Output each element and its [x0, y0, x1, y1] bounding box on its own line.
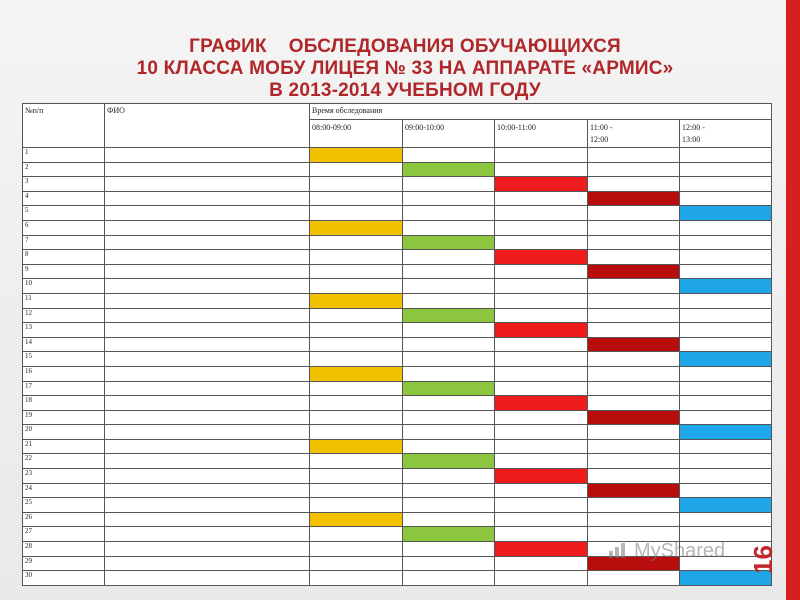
slot-cell: [680, 323, 772, 338]
row-number: 27: [23, 527, 105, 542]
slot-cell: [495, 439, 588, 454]
header-slot-line-1: 09:00-10:00: [405, 123, 445, 132]
row-number: 13: [23, 323, 105, 338]
scheduled-slot-cell: [403, 162, 495, 177]
slot-cell: [310, 323, 403, 338]
slot-cell: [495, 527, 588, 542]
page-title: [60, 36, 750, 102]
slot-cell: [403, 366, 495, 381]
slot-cell: [495, 264, 588, 279]
row-number: 6: [23, 220, 105, 235]
table-row: [23, 352, 772, 367]
row-number: 9: [23, 264, 105, 279]
slot-cell: [680, 439, 772, 454]
scheduled-slot-cell: [495, 177, 588, 192]
page-number: 16: [748, 545, 779, 574]
scheduled-slot-cell: [495, 396, 588, 411]
scheduled-slot-cell: [310, 293, 403, 308]
table-row: [23, 425, 772, 440]
row-name-cell: [105, 264, 310, 279]
row-name-cell: [105, 571, 310, 586]
title-line-3: В 2013-2014 УЧЕБНОМ ГОДУ: [269, 80, 541, 101]
slot-cell: [403, 323, 495, 338]
scheduled-slot-cell: [680, 206, 772, 221]
scheduled-slot-cell: [680, 425, 772, 440]
header-time-group: Время обследования: [310, 104, 772, 120]
slot-cell: [310, 337, 403, 352]
row-number: 14: [23, 337, 105, 352]
slot-cell: [310, 352, 403, 367]
row-number: 4: [23, 191, 105, 206]
slot-cell: [403, 337, 495, 352]
slot-cell: [310, 527, 403, 542]
slot-cell: [680, 308, 772, 323]
row-name-cell: [105, 206, 310, 221]
scheduled-slot-cell: [495, 469, 588, 484]
slot-cell: [680, 469, 772, 484]
slot-cell: [310, 235, 403, 250]
row-name-cell: [105, 469, 310, 484]
slot-cell: [680, 235, 772, 250]
slot-cell: [680, 162, 772, 177]
slot-cell: [495, 293, 588, 308]
row-name-cell: [105, 410, 310, 425]
slot-cell: [403, 425, 495, 440]
slot-cell: [680, 264, 772, 279]
slot-cell: [588, 469, 680, 484]
table-row: [23, 469, 772, 484]
watermark-text: MyShared: [634, 540, 726, 562]
header-slot-line-1: 10:00-11:00: [497, 123, 536, 132]
header-slot-3: [495, 120, 588, 148]
slot-cell: [588, 293, 680, 308]
row-name-cell: [105, 148, 310, 163]
scheduled-slot-cell: [588, 264, 680, 279]
table-row: [23, 454, 772, 469]
slot-cell: [495, 483, 588, 498]
table-row: [23, 177, 772, 192]
scheduled-slot-cell: [403, 235, 495, 250]
slot-cell: [495, 308, 588, 323]
slot-cell: [495, 206, 588, 221]
table-row: [23, 512, 772, 527]
slot-cell: [495, 279, 588, 294]
slot-cell: [680, 366, 772, 381]
row-number: 2: [23, 162, 105, 177]
slot-cell: [680, 512, 772, 527]
slot-cell: [588, 498, 680, 513]
slot-cell: [495, 571, 588, 586]
row-name-cell: [105, 235, 310, 250]
slot-cell: [310, 425, 403, 440]
slot-cell: [680, 250, 772, 265]
row-number: 12: [23, 308, 105, 323]
chart-icon: [608, 541, 630, 559]
table-row: [23, 439, 772, 454]
slot-cell: [680, 483, 772, 498]
slot-cell: [403, 498, 495, 513]
scheduled-slot-cell: [495, 323, 588, 338]
table-row: [23, 235, 772, 250]
row-number: 28: [23, 542, 105, 557]
header-slot-line-1: 11:00 -: [590, 123, 613, 132]
table-row: [23, 206, 772, 221]
slot-cell: [403, 396, 495, 411]
row-number: 10: [23, 279, 105, 294]
slot-cell: [310, 571, 403, 586]
title-line-1: ГРАФИК ОБСЛЕДОВАНИЯ ОБУЧАЮЩИХСЯ: [189, 36, 621, 57]
table-row: [23, 293, 772, 308]
watermark: [608, 540, 725, 563]
scheduled-slot-cell: [310, 220, 403, 235]
row-name-cell: [105, 250, 310, 265]
scheduled-slot-cell: [588, 191, 680, 206]
slot-cell: [403, 191, 495, 206]
slot-cell: [403, 439, 495, 454]
slot-cell: [588, 454, 680, 469]
slot-cell: [310, 162, 403, 177]
table-row: [23, 396, 772, 411]
slot-cell: [680, 454, 772, 469]
row-name-cell: [105, 439, 310, 454]
slot-cell: [310, 177, 403, 192]
row-name-cell: [105, 512, 310, 527]
table-row: [23, 571, 772, 586]
table-row: [23, 381, 772, 396]
row-name-cell: [105, 191, 310, 206]
slot-cell: [495, 498, 588, 513]
row-name-cell: [105, 220, 310, 235]
header-number: №п/п: [23, 104, 105, 148]
slot-cell: [310, 454, 403, 469]
row-number: 15: [23, 352, 105, 367]
slot-cell: [495, 220, 588, 235]
scheduled-slot-cell: [588, 337, 680, 352]
row-name-cell: [105, 162, 310, 177]
accent-bar: [786, 0, 800, 600]
row-name-cell: [105, 293, 310, 308]
slot-cell: [403, 206, 495, 221]
scheduled-slot-cell: [403, 454, 495, 469]
row-name-cell: [105, 352, 310, 367]
row-name-cell: [105, 498, 310, 513]
row-number: 8: [23, 250, 105, 265]
slot-cell: [680, 177, 772, 192]
slot-cell: [588, 177, 680, 192]
row-number: 22: [23, 454, 105, 469]
slot-cell: [680, 396, 772, 411]
row-name-cell: [105, 366, 310, 381]
slot-cell: [495, 556, 588, 571]
table-row: [23, 148, 772, 163]
slot-cell: [495, 352, 588, 367]
slot-cell: [310, 556, 403, 571]
slot-cell: [403, 469, 495, 484]
slot-cell: [310, 250, 403, 265]
row-number: 17: [23, 381, 105, 396]
row-name-cell: [105, 527, 310, 542]
table-row: [23, 366, 772, 381]
scheduled-slot-cell: [403, 308, 495, 323]
slot-cell: [495, 162, 588, 177]
slot-cell: [588, 571, 680, 586]
slot-cell: [495, 410, 588, 425]
slot-cell: [403, 542, 495, 557]
slot-cell: [403, 483, 495, 498]
schedule-table: [22, 103, 772, 586]
row-number: 16: [23, 366, 105, 381]
row-number: 24: [23, 483, 105, 498]
row-name-cell: [105, 381, 310, 396]
slot-cell: [588, 162, 680, 177]
row-number: 5: [23, 206, 105, 221]
slot-cell: [495, 425, 588, 440]
slot-cell: [310, 483, 403, 498]
row-name-cell: [105, 279, 310, 294]
slot-cell: [588, 439, 680, 454]
slot-cell: [310, 381, 403, 396]
row-number: 30: [23, 571, 105, 586]
table-row: [23, 498, 772, 513]
slot-cell: [588, 352, 680, 367]
header-slot-1: [310, 120, 403, 148]
header-slot-line-1: 08:00-09:00: [312, 123, 352, 132]
scheduled-slot-cell: [310, 439, 403, 454]
slot-cell: [310, 191, 403, 206]
slot-cell: [495, 235, 588, 250]
table-row: [23, 337, 772, 352]
slot-cell: [680, 191, 772, 206]
row-number: 3: [23, 177, 105, 192]
slot-cell: [588, 381, 680, 396]
slot-cell: [310, 308, 403, 323]
header-slot-line-2: 12:00: [590, 135, 609, 144]
slot-cell: [403, 571, 495, 586]
scheduled-slot-cell: [310, 366, 403, 381]
row-number: 1: [23, 148, 105, 163]
slot-cell: [588, 512, 680, 527]
slot-cell: [588, 279, 680, 294]
scheduled-slot-cell: [403, 381, 495, 396]
scheduled-slot-cell: [588, 410, 680, 425]
title-line-2: 10 КЛАССА МОБУ ЛИЦЕЯ № 33 НА АППАРАТЕ «АРМИС»: [136, 58, 674, 79]
slot-cell: [310, 396, 403, 411]
row-name-cell: [105, 308, 310, 323]
slot-cell: [680, 148, 772, 163]
row-number: 19: [23, 410, 105, 425]
header-name: ФИО: [105, 104, 310, 148]
header-slot-line-1: 12:00 -: [682, 123, 705, 132]
row-name-cell: [105, 542, 310, 557]
row-number: 26: [23, 512, 105, 527]
table-row: [23, 191, 772, 206]
row-name-cell: [105, 323, 310, 338]
table-row: [23, 279, 772, 294]
row-number: 23: [23, 469, 105, 484]
header-slot-5: [680, 120, 772, 148]
slot-cell: [310, 279, 403, 294]
slot-cell: [310, 542, 403, 557]
slot-cell: [403, 264, 495, 279]
slot-cell: [588, 235, 680, 250]
table-row: [23, 264, 772, 279]
row-name-cell: [105, 556, 310, 571]
slot-cell: [495, 366, 588, 381]
slot-cell: [588, 206, 680, 221]
header-slot-2: [403, 120, 495, 148]
row-name-cell: [105, 177, 310, 192]
slot-cell: [680, 337, 772, 352]
row-name-cell: [105, 483, 310, 498]
table-row: [23, 483, 772, 498]
row-number: 7: [23, 235, 105, 250]
row-number: 20: [23, 425, 105, 440]
row-number: 18: [23, 396, 105, 411]
slot-cell: [680, 220, 772, 235]
slot-cell: [310, 206, 403, 221]
slot-cell: [680, 293, 772, 308]
slot-cell: [588, 366, 680, 381]
slot-cell: [588, 323, 680, 338]
scheduled-slot-cell: [403, 527, 495, 542]
slot-cell: [495, 191, 588, 206]
slot-cell: [495, 381, 588, 396]
scheduled-slot-cell: [310, 512, 403, 527]
scheduled-slot-cell: [588, 483, 680, 498]
slot-cell: [310, 469, 403, 484]
slot-cell: [588, 396, 680, 411]
row-name-cell: [105, 454, 310, 469]
slot-cell: [588, 220, 680, 235]
slot-cell: [588, 425, 680, 440]
row-name-cell: [105, 396, 310, 411]
table-row: [23, 323, 772, 338]
slot-cell: [403, 512, 495, 527]
slot-cell: [403, 293, 495, 308]
scheduled-slot-cell: [680, 498, 772, 513]
table-row: [23, 410, 772, 425]
slot-cell: [495, 454, 588, 469]
slot-cell: [403, 410, 495, 425]
slot-cell: [495, 148, 588, 163]
slot-cell: [680, 410, 772, 425]
slot-cell: [495, 512, 588, 527]
scheduled-slot-cell: [495, 542, 588, 557]
scheduled-slot-cell: [680, 279, 772, 294]
table-row: [23, 220, 772, 235]
row-name-cell: [105, 337, 310, 352]
header-slot-line-2: 13:00: [682, 135, 701, 144]
row-number: 29: [23, 556, 105, 571]
slot-cell: [403, 279, 495, 294]
slot-cell: [310, 264, 403, 279]
table-row: [23, 308, 772, 323]
slot-cell: [588, 308, 680, 323]
slot-cell: [403, 177, 495, 192]
scheduled-slot-cell: [680, 352, 772, 367]
slot-cell: [680, 381, 772, 396]
slot-cell: [403, 148, 495, 163]
row-name-cell: [105, 425, 310, 440]
row-number: 25: [23, 498, 105, 513]
slot-cell: [403, 556, 495, 571]
slot-cell: [403, 220, 495, 235]
slot-cell: [310, 410, 403, 425]
table-row: [23, 250, 772, 265]
header-slot-4: [588, 120, 680, 148]
slot-cell: [495, 337, 588, 352]
scheduled-slot-cell: [495, 250, 588, 265]
slot-cell: [588, 250, 680, 265]
table-row: [23, 162, 772, 177]
slot-cell: [310, 498, 403, 513]
slot-cell: [588, 148, 680, 163]
slot-cell: [403, 352, 495, 367]
slot-cell: [403, 250, 495, 265]
scheduled-slot-cell: [310, 148, 403, 163]
row-number: 21: [23, 439, 105, 454]
row-number: 11: [23, 293, 105, 308]
